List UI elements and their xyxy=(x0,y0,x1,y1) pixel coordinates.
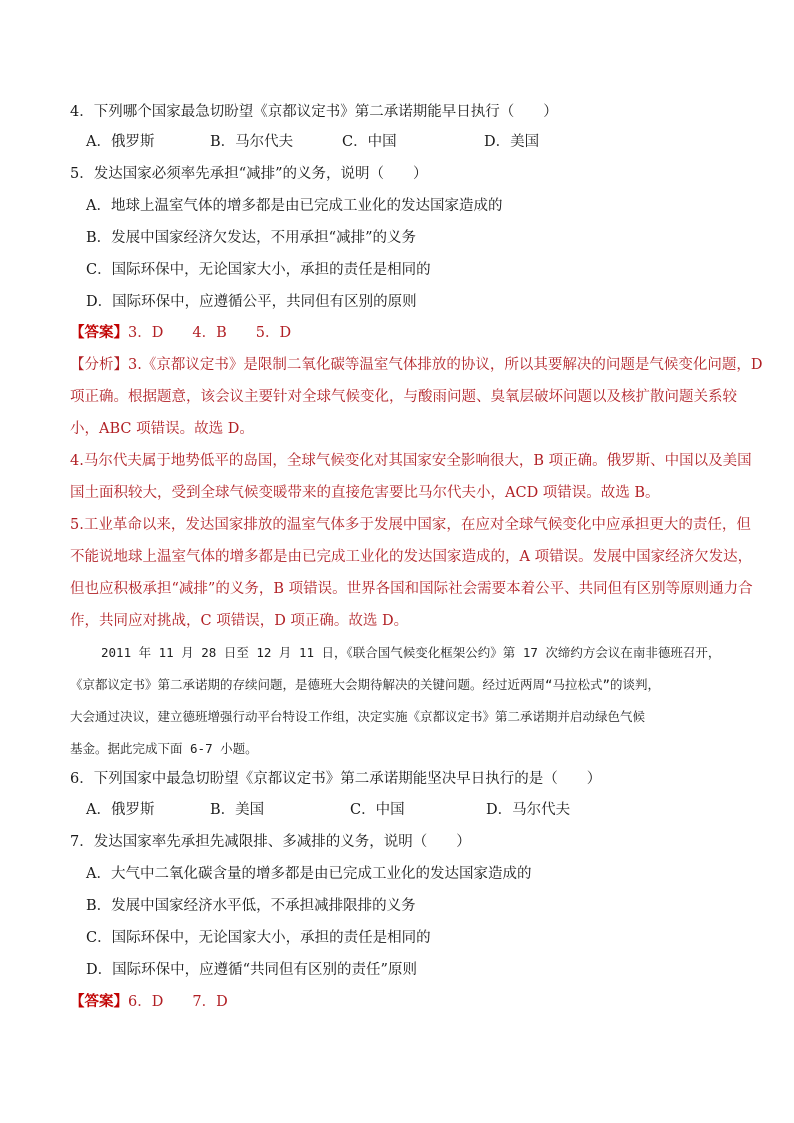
question-6-stem: 6．下列国家中最急切盼望《京都议定书》第二承诺期能坚决早日执行的是（ ） xyxy=(70,771,602,787)
analysis-line-4: 4.马尔代夫属于地势低平的岛国，全球气候变化对其国家安全影响很大，B 项正确。俄罗斯、中国以及美国 xyxy=(70,453,752,469)
answer-tag: 【答案】 xyxy=(70,324,128,341)
question-7-stem: 7．发达国家率先承担先减限排、多减排的义务，说明（ ） xyxy=(70,834,471,850)
question-5-option-b: B．发展中国家经济欠发达，不用承担“减排”的义务 xyxy=(86,230,416,246)
question-7-option-a: A．大气中二氧化碳含量的增多都是由已完成工业化的发达国家造成的 xyxy=(86,866,532,882)
question-4-stem: 4．下列哪个国家最急切盼望《京都议定书》第二承诺期能早日执行（ ） xyxy=(70,104,558,120)
analysis-tag: 【分析】 xyxy=(70,357,128,373)
analysis-line-8: 但也应积极承担“减排”的义务，B 项错误。世界各国和国际社会需要本着公平、共同但有区别等原则通力合 xyxy=(70,581,753,597)
question-4-option-c: C．中国 xyxy=(342,134,397,150)
passage-line-2: 《京都议定书》第二承诺期的存续问题，是德班大会期待解决的关键问题。经过近两周“马拉松式”的谈判， xyxy=(70,677,661,692)
question-4-option-a: A．俄罗斯 xyxy=(86,134,155,150)
answer-tag-2: 【答案】 xyxy=(70,993,128,1010)
analysis-text-1: 3.《京都议定书》是限制二氧化碳等温室气体排放的协议，所以其要解决的问题是气候变化问题，D xyxy=(128,357,763,373)
answer-values: 3．D 4．B 5．D xyxy=(128,325,292,341)
question-6-option-a: A．俄罗斯 xyxy=(86,802,155,818)
question-4-option-d: D．美国 xyxy=(484,134,540,150)
answer-line-2 xyxy=(70,991,228,1013)
question-4-option-b: B．马尔代夫 xyxy=(210,134,294,150)
analysis-line-6: 5.工业革命以来，发达国家排放的温室气体多于发展中国家，在应对全球气候变化中应承担更大的责任，但 xyxy=(70,517,751,533)
question-6-option-d: D．马尔代夫 xyxy=(486,802,571,818)
analysis-line-2: 项正确。根据题意，该会议主要针对全球气候变化，与酸雨问题、臭氧层破坏问题以及核扩散问题关系较 xyxy=(70,389,737,405)
passage-line-1: 2011 年 11 月 28 日至 12 月 11 日，《联合国气候变化框架公约》第 17 次缔约方会议在南非德班召开， xyxy=(101,645,721,660)
answer-values-2: 6．D 7．D xyxy=(128,994,228,1010)
question-6-option-c: C．中国 xyxy=(350,802,405,818)
analysis-line-3: 小，ABC 项错误。故选 D。 xyxy=(70,421,254,437)
question-5-option-a: A．地球上温室气体的增多都是由已完成工业化的发达国家造成的 xyxy=(86,198,503,214)
question-7-option-b: B．发展中国家经济水平低，不承担减排限排的义务 xyxy=(86,898,416,914)
passage-line-4: 基金。据此完成下面 6-7 小题。 xyxy=(70,741,258,756)
question-5-option-d: D．国际环保中，应遵循公平，共同但有区别的原则 xyxy=(86,294,417,310)
question-4-options xyxy=(86,131,726,153)
analysis-line-7: 不能说地球上温室气体的增多都是由已完成工业化的发达国家造成的，A 项错误。发展中国家经济欠发达， xyxy=(70,549,753,565)
question-7-option-d: D．国际环保中，应遵循“共同但有区别的责任”原则 xyxy=(86,962,417,978)
answer-line-1 xyxy=(70,322,291,344)
question-7-option-c: C．国际环保中，无论国家大小，承担的责任是相同的 xyxy=(86,930,431,946)
question-6-options xyxy=(86,799,726,821)
analysis-line-9: 作，共同应对挑战，C 项错误，D 项正确。故选 D。 xyxy=(70,613,409,629)
question-6-option-b: B．美国 xyxy=(210,802,265,818)
passage-line-3: 大会通过决议，建立德班增强行动平台特设工作组，决定实施《京都议定书》第二承诺期并启动绿色气候 xyxy=(70,709,646,724)
question-5-option-c: C．国际环保中，无论国家大小，承担的责任是相同的 xyxy=(86,262,431,278)
analysis-line-5: 国土面积较大，受到全球气候变暖带来的直接危害要比马尔代夫小，ACD 项错误。故选 B。 xyxy=(70,485,660,501)
question-5-stem: 5．发达国家必须率先承担“减排”的义务，说明（ ） xyxy=(70,166,428,182)
analysis-line-1 xyxy=(70,354,762,376)
